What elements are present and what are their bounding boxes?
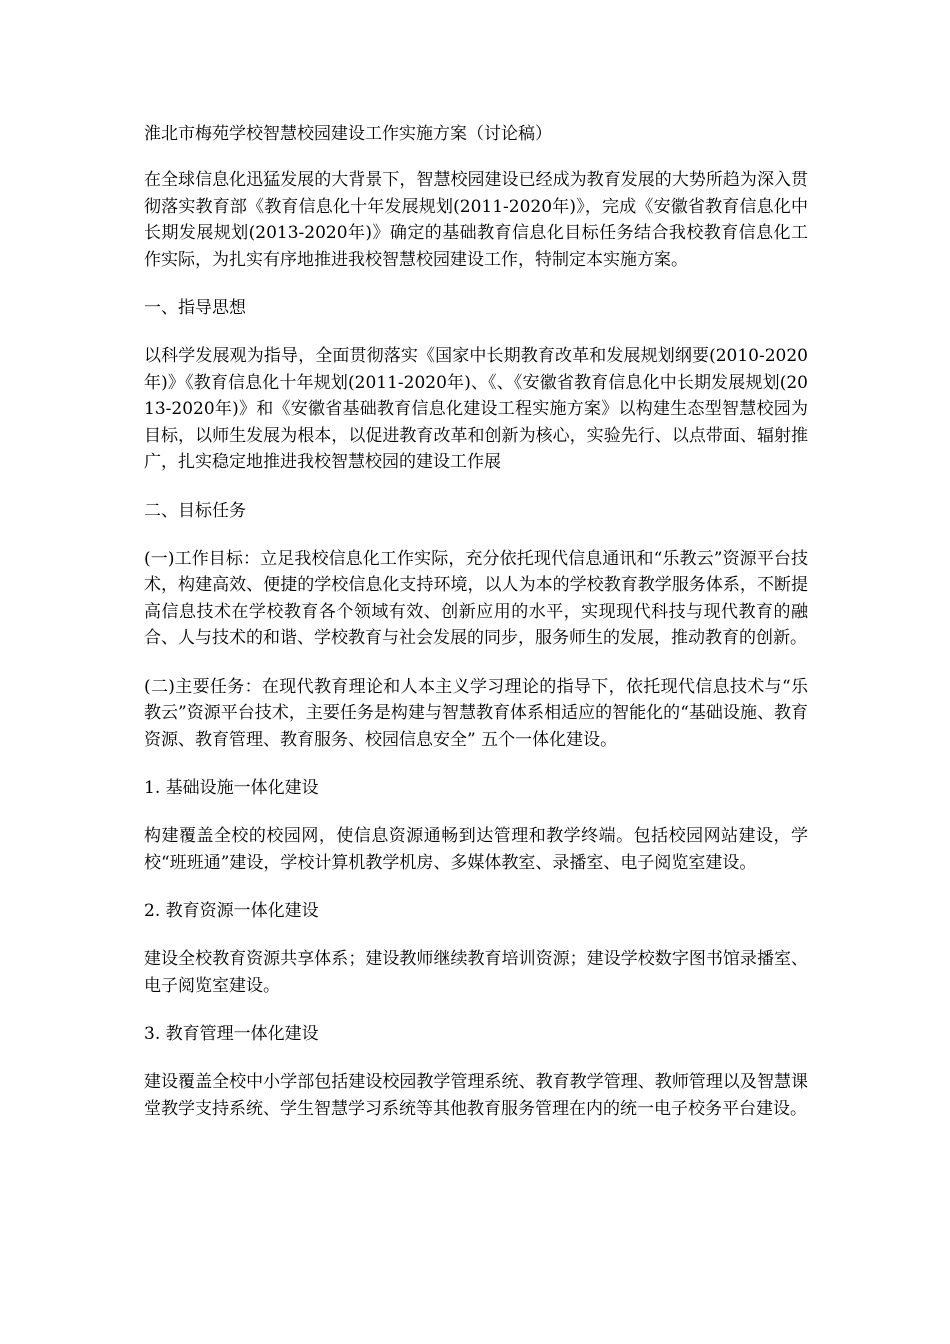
section-heading-goals-tasks: 二、目标任务 (144, 500, 246, 521)
item-heading-management: 3. 教育管理一体化建设 (144, 1024, 319, 1044)
item-heading-infrastructure: 1. 基础设施一体化建设 (144, 778, 319, 798)
section-heading-guiding-ideology: 一、指导思想 (144, 298, 246, 318)
intro-paragraph: 在全球信息化迅猛发展的大背景下，智慧校园建设已经成为教育发展的大势所趋为深入贯彻落实教育部《教育信息化十年发展规划(2011-2020年)》，完成《安徽省教育信息化中长期发展规划(2013-2020年)》确定的基础教育信息化目标任务结合我校教育信息化工作实际，为扎实有序地推进我校智慧校园建设工作，特制定本实施方案。 (144, 170, 808, 270)
item-paragraph-management: 建设覆盖全校中小学部包括建设校园教学管理系统、教育教学管理、教师管理以及智慧课堂教学支持系统、学生智慧学习系统等其他教育服务管理在内的统一电子校务平台建设。 (144, 1072, 808, 1119)
work-goal-paragraph: (一)工作目标：立足我校信息化工作实际，充分依托现代信息通讯和“乐教云”资源平台技术，构建高效、便捷的学校信息化支持环境，以人为本的学校教育教学服务体系，不断提高信息技术在学校教育各个领域有效、创新应用的水平，实现现代科技与现代教育的融合、人与技术的和谐、学校教育与社会发展的同步，服务师生的发展，推动教育的创新。 (144, 548, 808, 648)
document-page (144, 121, 808, 1144)
main-tasks-paragraph: (二)主要任务：在现代教育理论和人本主义学习理论的指导下，依托现代信息技术与“乐教云”资源平台技术，主要任务是构建与智慧教育体系相适应的智能化的“基础设施、教育资源、教育管理、教育服务、校园信息安全” 五个一体化建设。 (144, 676, 808, 750)
document-title: 淮北市梅苑学校智慧校园建设工作实施方案（讨论稿） (144, 124, 552, 144)
item-paragraph-infrastructure: 构建覆盖全校的校园网，使信息资源通畅到达管理和教学终端。包括校园网站建设，学校“班班通”建设，学校计算机教学机房、多媒体教室、录播室、电子阅览室建设。 (144, 826, 808, 873)
item-paragraph-resources: 建设全校教育资源共享体系；建设教师继续教育培训资源；建设学校数字图书馆录播室、电子阅览室建设。 (144, 949, 808, 996)
item-heading-resources: 2. 教育资源一体化建设 (144, 901, 319, 921)
guiding-ideology-paragraph: 以科学发展观为指导，全面贯彻落实《国家中长期教育改革和发展规划纲要(2010-2020年)》《教育信息化十年规划(2011-2020年)、《、《安徽省教育信息化中长期发展规划(2013-2020年)》和《安徽省基础教育信息化建设工程实施方案》以构建生态型智慧校园为目标，以师生发展为根本，以促进教育改革和创新为核心，实验先行、以点带面、辐射推广，扎实稳定地推进我校智慧校园的建设工作展 (144, 346, 808, 472)
